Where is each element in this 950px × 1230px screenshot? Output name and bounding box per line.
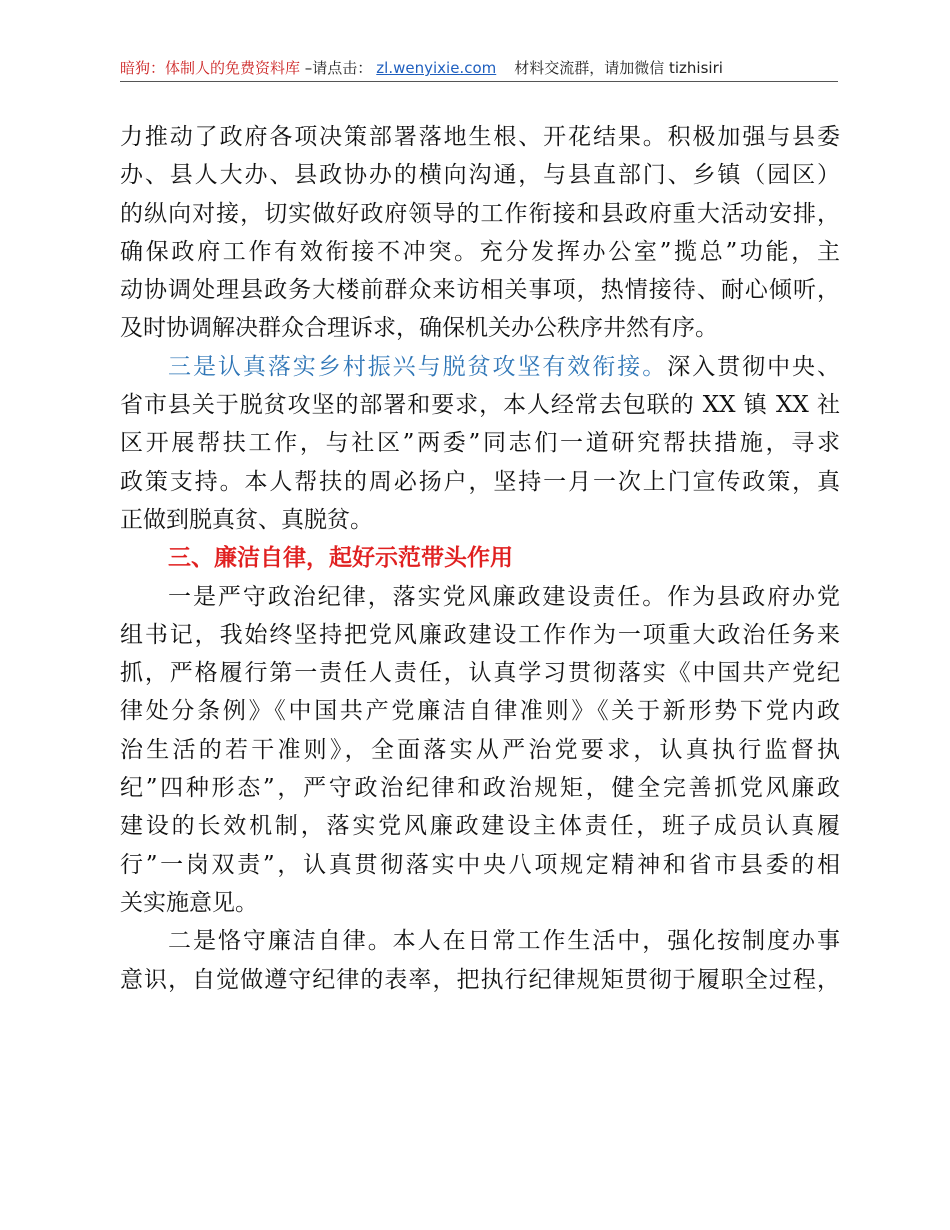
text-line: 建设的长效机制，落实党风廉政建设主体责任，班子成员认真履 xyxy=(120,813,840,840)
text-line: 纪”四种形态”，严守政治纪律和政治规矩，健全完善抓党风廉政 xyxy=(120,775,840,802)
text-line: 区开展帮扶工作，与社区”两委”同志们一道研究帮扶措施，寻求 xyxy=(120,430,840,457)
paragraph-lead-highlight: 三是认真落实乡村振兴与脱贫攻坚有效衔接。 xyxy=(168,353,668,380)
document-body xyxy=(120,118,840,999)
text-line: 政策支持。本人帮扶的周必扬户，坚持一月一次上门宣传政策，真 xyxy=(120,468,840,495)
text-line: 关实施意见。 xyxy=(120,889,258,916)
text-line: 行”一岗双责”，认真贯彻落实中央八项规定精神和省市县委的相 xyxy=(120,851,840,878)
text-line: 一是严守政治纪律，落实党风廉政建设责任。作为县政府办党 xyxy=(168,583,840,610)
section-heading: 三、廉洁自律，起好示范带头作用 xyxy=(168,545,513,572)
text-line: 抓，严格履行第一责任人责任，认真学习贯彻落实《中国共产党纪 xyxy=(120,660,840,687)
text-line: 意识，自觉做遵守纪律的表率，把执行纪律规矩贯彻于履职全过程， xyxy=(120,966,840,993)
text-line: 及时协调解决群众合理诉求，确保机关办公秩序井然有序。 xyxy=(120,315,718,342)
paragraph-4 xyxy=(120,922,840,999)
text-line: 治生活的若干准则》，全面落实从严治党要求，认真执行监督执 xyxy=(120,736,840,763)
header-group-text: 材料交流群，请加微信 tizhisiri xyxy=(514,59,723,77)
header-link[interactable]: zl.wenyixie.com xyxy=(376,59,497,77)
text-line: 二是恪守廉洁自律。本人在日常工作生活中，强化按制度办事 xyxy=(168,928,840,955)
text-line xyxy=(120,348,840,386)
paragraph-1 xyxy=(120,118,840,348)
page-header xyxy=(120,56,840,80)
header-rule xyxy=(120,81,838,82)
text-line: 组书记，我始终坚持把党风廉政建设工作作为一项重大政治任务来 xyxy=(120,621,840,648)
text-span: 深入贯彻中央、 xyxy=(667,353,841,380)
text-line: 的纵向对接，切实做好政府领导的工作衔接和县政府重大活动安排， xyxy=(120,200,840,227)
text-line: 确保政府工作有效衔接不冲突。充分发挥办公室”揽总”功能，主 xyxy=(120,238,840,265)
text-line: 省市县关于脱贫攻坚的部署和要求，本人经常去包联的 XX 镇 XX 社 xyxy=(120,392,840,419)
header-brand: 暗狗：体制人的免费资料库 xyxy=(120,59,301,77)
paragraph-2 xyxy=(120,348,840,539)
text-line: 正做到脱真贫、真脱贫。 xyxy=(120,506,373,533)
text-line: 律处分条例》《中国共产党廉洁自律准则》《关于新形势下党内政 xyxy=(120,698,840,725)
text-line: 力推动了政府各项决策部署落地生根、开花结果。积极加强与县委 xyxy=(120,124,840,150)
header-separator: –请点击： xyxy=(300,59,373,77)
text-line: 动协调处理县政务大楼前群众来访相关事项，热情接待、耐心倾听， xyxy=(120,277,840,304)
paragraph-3 xyxy=(120,578,840,923)
text-line: 办、县人大办、县政协办的横向沟通，与县直部门、乡镇（园区） xyxy=(120,162,840,189)
